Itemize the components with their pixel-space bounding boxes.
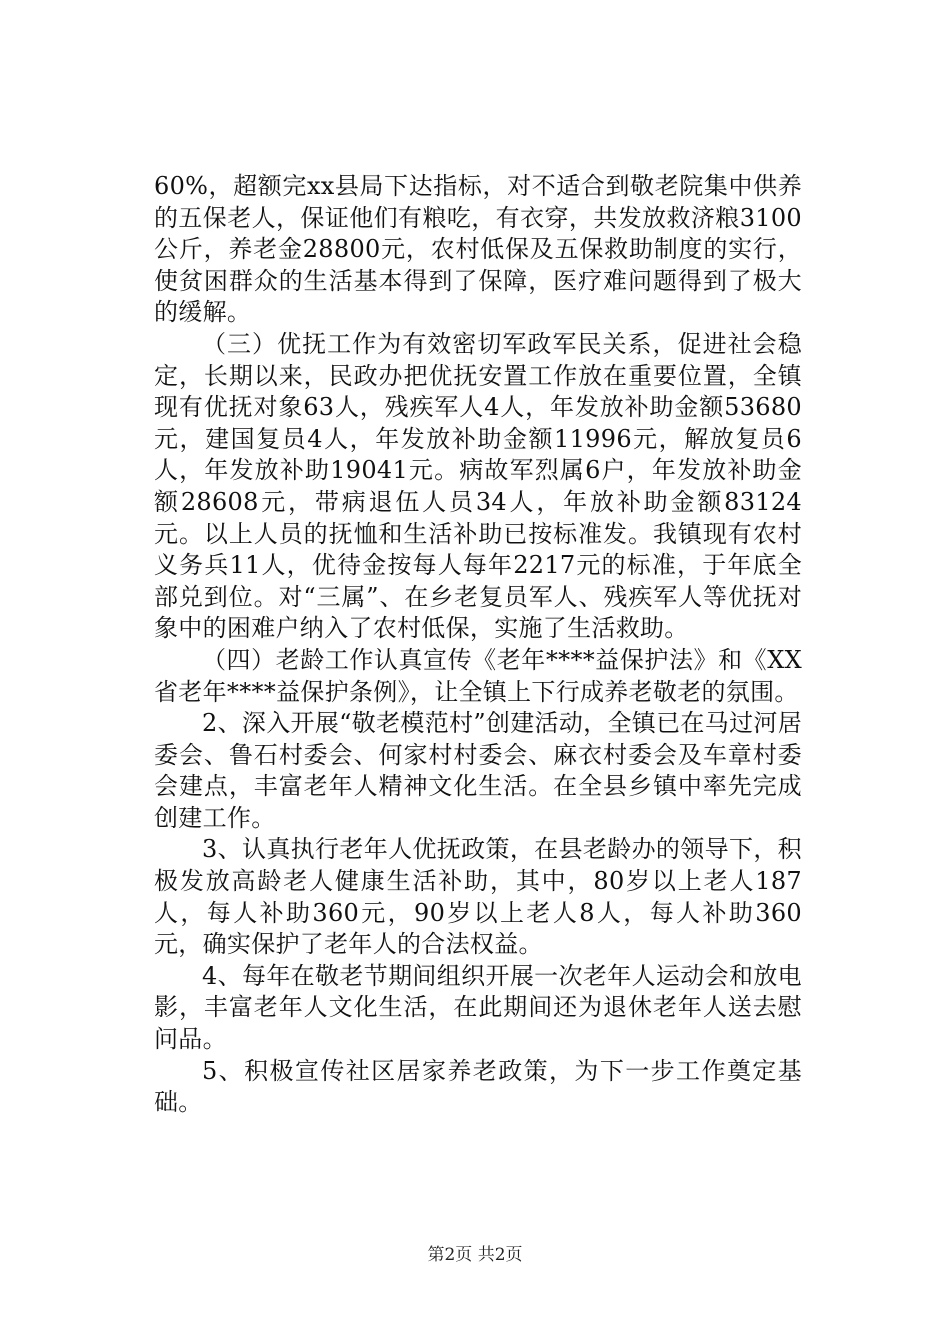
page-footer: 第2页 共2页 bbox=[427, 1245, 523, 1265]
paragraph-elderly-work: （四）老龄工作认真宣传《老年****益保护法》和《XX省老年****益保护条例》，让全镇上下行成养老敬老的氛围。 bbox=[154, 645, 802, 706]
paragraph-item-4: 4、每年在敬老节期间组织开展一次老年人运动会和放电影，丰富老年人文化生活，在此期间还为退休老年人送去慰问品。 bbox=[154, 961, 802, 1054]
paragraph-item-5: 5、积极宣传社区居家养老政策，为下一步工作奠定基础。 bbox=[154, 1056, 802, 1117]
paragraph-preferential-care: （三）优抚工作为有效密切军政军民关系，促进社会稳定，长期以来，民政办把优抚安置工作放在重要位置，全镇现有优抚对象63人，残疾军人4人，年发放补助金额53680元，建国复员4人，年发放补助金额11996元，解放复员6人，年发放补助19041元。病故军烈属6户，年发放补助金额28608元，带病退伍人员34人，年放补助金额83124元。以上人员的抚恤和生活补助已按标准发。我镇现有农村义务兵11人，优待金按每人每年2217元的标准，于年底全部兑到位。对“三属”、在乡老复员军人、残疾军人等优抚对象中的困难户纳入了农村低保，实施了生活救助。 bbox=[154, 329, 802, 643]
document-body bbox=[154, 171, 802, 1119]
paragraph-item-3: 3、认真执行老年人优抚政策，在县老龄办的领导下，积极发放高龄老人健康生活补助，其中，80岁以上老人187人，每人补助360元，90岁以上老人8人，每人补助360元，确实保护了老年人的合法权益。 bbox=[154, 835, 802, 959]
paragraph-continuation: 60%，超额完xx县局下达指标，对不适合到敬老院集中供养的五保老人，保证他们有粮吃，有衣穿，共发放救济粮3100公斤，养老金28800元，农村低保及五保救助制度的实行，使贫困群众的生活基本得到了保障，医疗难问题得到了极大的缓解。 bbox=[154, 172, 802, 327]
paragraph-item-2: 2、深入开展“敬老模范村”创建活动，全镇已在马过河居委会、鲁石村委会、何家村村委会、麻衣村委会及车章村委会建点，丰富老年人精神文化生活。在全县乡镇中率先完成创建工作。 bbox=[154, 709, 802, 832]
